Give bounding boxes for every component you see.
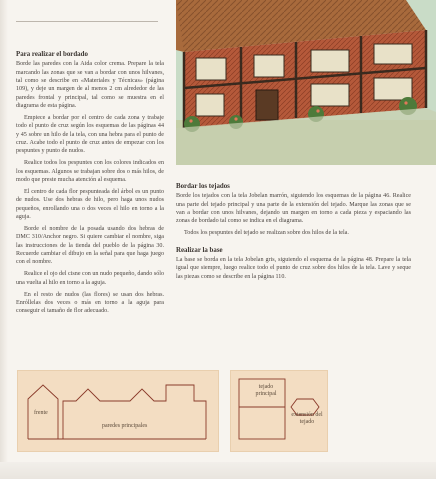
page-bottom-edge — [0, 462, 436, 479]
house-photo-illustration — [176, 0, 436, 165]
paragraph: Borde las paredes con la Aida color crema. Prepare la tela marcando las zonas que se van a bordar con unos hilvanes, tal como se describe en «Materiales y Técnicas» (página 109), y deje un margen de al menos 2 cm alrededor de las paredes frontal y principal, tal como se muestra en el diagrama de esta página. — [16, 61, 164, 110]
paragraph: Borde el nombre de la posada usando dos hebras de DMC 310/Anchor negro. Si quiere cambiar el nombre, siga las instrucciones de la tienda del pueblo de la página 30. Recuerde cambiar el dibujo en la señal para que haga juego con el nombre. — [16, 225, 164, 266]
paragraph: Realice todos los pespuntes con los colores indicados en los esquemas. Algunos se trabajan sobre dos o más hilos, de modo que preste mucha atención al esquema. — [16, 160, 164, 184]
paragraph: La base se borda en la tela Jobelan gris, siguiendo el esquema de la página 48. Prepare la tela igual que siempre, luego realice todo el punto de cruz sobre dos hilos de la tela. Lave y seque las piezas como se describe en la página 110. — [176, 257, 411, 280]
paragraph: Realice el ojo del cisne con un nudo pequeño, dando sólo una vuelta al hilo en torno a la aguja. — [16, 271, 164, 286]
label-tejado-principal: tejado principal — [255, 384, 277, 397]
label-paredes-principales: paredes principales — [102, 423, 148, 429]
house-photo — [176, 0, 436, 165]
paragraph: Todos los pespuntes del tejado se realizan sobre dos hilos de la tela. — [184, 230, 349, 237]
left-column — [16, 51, 164, 319]
label-extension-tejado: extensión del tejado — [291, 412, 323, 425]
heading-bordado: Para realizar el bordado — [16, 51, 88, 58]
walls-diagram — [17, 370, 219, 452]
walls-outline — [18, 371, 218, 451]
top-rule — [16, 21, 158, 22]
label-frente: frente — [34, 410, 48, 416]
heading-tejados: Bordar los tejados — [176, 183, 230, 190]
right-column — [176, 183, 411, 285]
roof-outline — [231, 371, 327, 451]
heading-base: Realizar la base — [176, 246, 223, 254]
paragraph: En el resto de nudos (las flores) se usan dos hebras. Enróllelas dos veces o más en torno a la aguja para conseguir el tamaño de flor adecuado. — [16, 291, 164, 315]
roof-diagram — [230, 370, 328, 452]
paragraph: Borde los tejados con la tela Jobelan marrón, siguiendo los esquemas de la página 46. Realice una parte del tejado principal y una parte de la extensión del tejado. Marque las zonas que se van a bordar con unos hilvanes, dejando un margen en torno a cada pieza y espaciando las zonas de bordado tal como se indica en el diagrama. — [176, 193, 411, 225]
paragraph: Empiece a bordar por el centro de cada zona y trabaje todo el punto de cruz según los esquemas de las páginas 44 y 45 sobre un hilo de la tela, con una hebra para el punto de cruz. Acabe todo el punto de cruz antes de empezar con los pespuntes y punto de nudos. — [16, 115, 164, 155]
page-gutter-shadow — [0, 0, 8, 479]
paragraph: El centro de cada flor pespunteada del árbol es un punto de nudos. Use dos hebras de hilo, pero haga unos nudos pequeños, enrollando una o dos veces el hilo en torno a la aguja. — [16, 189, 164, 221]
